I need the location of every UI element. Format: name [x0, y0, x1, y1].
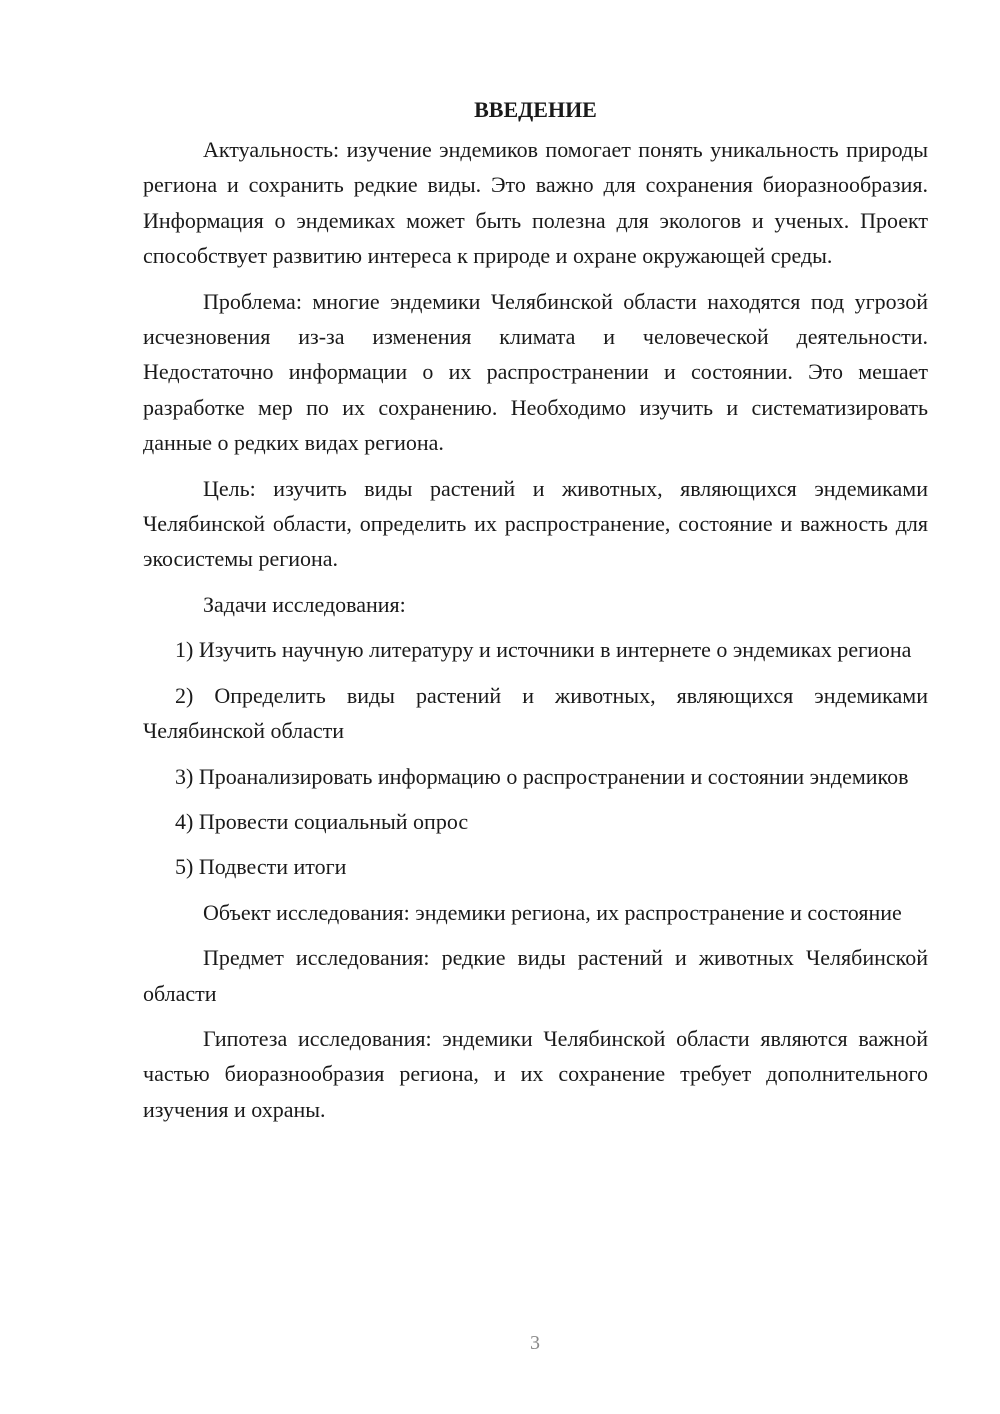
paragraph-relevance: Актуальность: изучение эндемиков помогает понять уникальность природы региона и сохранить редкие виды. Это важно для сохранения биоразнообразия. Информация о эндемиках может быть полезна для экологов и ученых. Проект способствует развитию интереса к природе и охране окружающей среды. [143, 137, 928, 269]
paragraph-problem: Проблема: многие эндемики Челябинской области находятся под угрозой исчезновения из-за изменения климата и человеческой деятельности. Недостаточно информации о их распространении и состоянии. Это мешает разработке мер по их сохранению. Необходимо изучить и систематизировать данные о редких видах региона. [143, 288, 928, 456]
task-item-2: 2) Определить виды растений и животных, являющихся эндемиками Челябинской области [143, 682, 928, 744]
task-item-4: 4) Провести социальный опрос [175, 808, 469, 834]
tasks-heading: Задачи исследования: [203, 591, 406, 617]
paragraph-hypothesis: Гипотеза исследования: эндемики Челябинской области являются важной частью биоразнообразия региона, и их сохранение требует дополнительного изучения и охраны. [143, 1025, 928, 1122]
task-item-1: 1) Изучить научную литературу и источники в интернете о эндемиках региона [175, 637, 912, 663]
paragraph-subject: Предмет исследования: редкие виды растений и животных Челябинской области [143, 945, 928, 1006]
section-title: ВВЕДЕНИЕ [474, 97, 597, 122]
page-number: 3 [530, 1332, 540, 1354]
paragraph-goal: Цель: изучить виды растений и животных, являющихся эндемиками Челябинской области, определить их распространение, состояние и важность для экосистемы региона. [143, 475, 928, 572]
document-page [143, 92, 928, 1137]
task-item-5: 5) Подвести итоги [175, 854, 347, 880]
paragraph-object: Объект исследования: эндемики региона, их распространение и состояние [203, 899, 902, 925]
task-item-3: 3) Проанализировать информацию о распространении и состоянии эндемиков [175, 763, 909, 789]
